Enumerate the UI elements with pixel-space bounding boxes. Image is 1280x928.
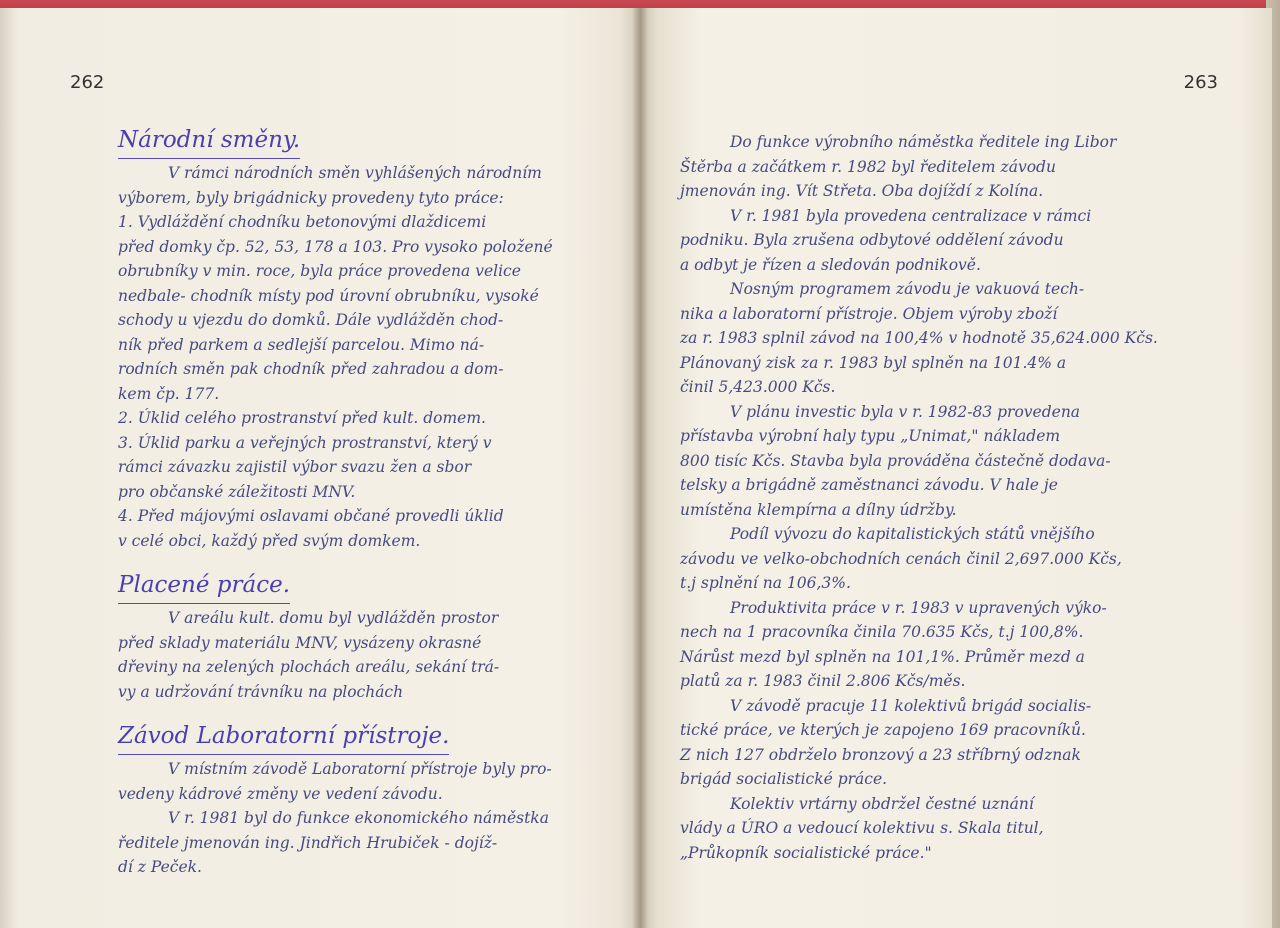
text-line: V závodě pracuje 11 kolektivů brigád socialis- bbox=[730, 696, 1092, 715]
left-page bbox=[0, 8, 640, 928]
text-line: Produktivita práce v r. 1983 v upravených výko- bbox=[730, 598, 1107, 617]
text-line: závodu ve velko-obchodních cenách činil 2,697.000 Kčs, bbox=[680, 549, 1122, 568]
text-line: umístěna klempírna a dílny údržby. bbox=[680, 500, 957, 519]
section-heading: Placené práce. bbox=[118, 569, 290, 604]
text-line: 3. Úklid parku a veřejných prostranství, který v bbox=[118, 433, 492, 452]
page-number-right: 263 bbox=[1183, 72, 1218, 93]
text-line: telsky a brigádně zaměstnanci závodu. V hale je bbox=[680, 476, 1058, 494]
text-line: 2. Úklid celého prostranství před kult. domem. bbox=[118, 409, 486, 427]
text-line: ředitele jmenován ing. Jindřich Hrubiček - dojíž- bbox=[118, 833, 498, 852]
text-line: dřeviny na zelených plochách areálu, sekání trá- bbox=[118, 658, 500, 676]
text-line: kem čp. 177. bbox=[118, 384, 220, 403]
text-line: V areálu kult. domu byl vydlážděn prostor bbox=[168, 609, 499, 627]
text-line: jmenován ing. Vít Střeta. Oba dojíždí z Kolína. bbox=[680, 182, 1044, 200]
text-line: 1. Vydláždění chodníku betonovými dlaždicemi bbox=[118, 213, 487, 231]
text-line: za r. 1983 splnil závod na 100,4% v hodnotě 35,624.000 Kčs. bbox=[680, 329, 1158, 347]
text-line: nika a laboratorní přístroje. Objem výroby zboží bbox=[680, 304, 1058, 323]
text-line: V místním závodě Laboratorní přístroje byly pro- bbox=[168, 760, 552, 778]
text-line: výborem, byly brigádnicky provedeny tyto práce: bbox=[118, 188, 504, 207]
text-line: před sklady materiálu MNV, vysázeny okrasné bbox=[118, 633, 482, 652]
page-number-left: 262 bbox=[70, 72, 105, 93]
text-line: V plánu investic byla v r. 1982-83 provedena bbox=[730, 402, 1081, 421]
text-line: vedeny kádrové změny ve vedení závodu. bbox=[118, 784, 443, 803]
left-page-text bbox=[118, 118, 618, 880]
text-line: V r. 1981 byla provedena centralizace v rámci bbox=[730, 206, 1092, 225]
section-heading: Závod Laboratorní přístroje. bbox=[118, 720, 449, 755]
text-line: 800 tisíc Kčs. Stavba byla prováděna částečně dodava- bbox=[680, 451, 1111, 470]
text-line: platů za r. 1983 činil 2.806 Kčs/měs. bbox=[680, 672, 966, 690]
text-line: tické práce, ve kterých je zapojeno 169 pracovníků. bbox=[680, 721, 1086, 739]
text-line: nedbale- chodník místy pod úrovní obrubníku, vysoké bbox=[118, 286, 539, 305]
text-line: vlády a ÚRO a vedoucí kolektivu s. Skala titul, bbox=[680, 819, 1044, 837]
text-line: V r. 1981 byl do funkce ekonomického náměstka bbox=[168, 809, 549, 827]
text-line: vy a udržování trávníku na plochách bbox=[118, 682, 404, 701]
text-line: Plánovaný zisk za r. 1983 byl splněn na 101.4% a bbox=[680, 353, 1067, 372]
text-line: pro občanské záležitosti MNV. bbox=[118, 482, 356, 501]
text-line: Z nich 127 obdrželo bronzový a 23 stříbrný odznak bbox=[680, 745, 1081, 764]
text-line: přístavba výrobní haly typu „Unimat," nákladem bbox=[680, 427, 1061, 445]
text-line: Nárůst mezd byl splněn na 101,1%. Průměr mezd a bbox=[680, 647, 1085, 666]
text-line: Štěrba a začátkem r. 1982 byl ředitelem závodu bbox=[680, 157, 1056, 176]
text-line: před domky čp. 52, 53, 178 a 103. Pro vysoko položené bbox=[118, 237, 553, 256]
text-line: činil 5,423.000 Kčs. bbox=[680, 378, 836, 396]
text-line: Kolektiv vrtárny obdržel čestné uznání bbox=[730, 794, 1034, 813]
text-line: a odbyt je řízen a sledován podnikově. bbox=[680, 255, 981, 274]
open-book bbox=[0, 8, 1272, 928]
right-page bbox=[640, 8, 1272, 928]
text-line: rámci závazku zajistil výbor svazu žen a sbor bbox=[118, 458, 472, 476]
text-line: obrubníky v min. roce, byla práce provedena velice bbox=[118, 262, 521, 280]
text-line: 4. Před májovými oslavami občané provedli úklid bbox=[118, 507, 504, 525]
text-line: Do funkce výrobního náměstka ředitele ing Libor bbox=[730, 133, 1117, 151]
text-line: v celé obci, každý před svým domkem. bbox=[118, 531, 421, 550]
text-line: dí z Peček. bbox=[118, 858, 202, 876]
text-line: „Průkopník socialistické práce." bbox=[680, 843, 932, 862]
text-line: rodních směn pak chodník před zahradou a dom- bbox=[118, 360, 504, 378]
text-line: Nosným programem závodu je vakuová tech- bbox=[730, 280, 1085, 298]
text-line: V rámci národních směn vyhlášených národním bbox=[168, 164, 542, 182]
text-line: t.j splnění na 106,3%. bbox=[680, 574, 851, 592]
text-line: brigád socialistické práce. bbox=[680, 770, 888, 788]
right-page-text bbox=[680, 130, 1240, 865]
text-line: Podíl vývozu do kapitalistických států vnějšího bbox=[730, 525, 1095, 543]
text-line: nech na 1 pracovníka činila 70.635 Kčs, t.j 100,8%. bbox=[680, 623, 1084, 641]
section-heading: Národní směny. bbox=[118, 124, 300, 159]
text-line: schody u vjezdu do domků. Dále vydlážděn chod- bbox=[118, 311, 504, 329]
text-line: ník před parkem a sedlejší parcelou. Mimo ná- bbox=[118, 335, 485, 354]
book-gutter bbox=[632, 8, 648, 928]
text-line: podniku. Byla zrušena odbytové oddělení závodu bbox=[680, 231, 1064, 249]
